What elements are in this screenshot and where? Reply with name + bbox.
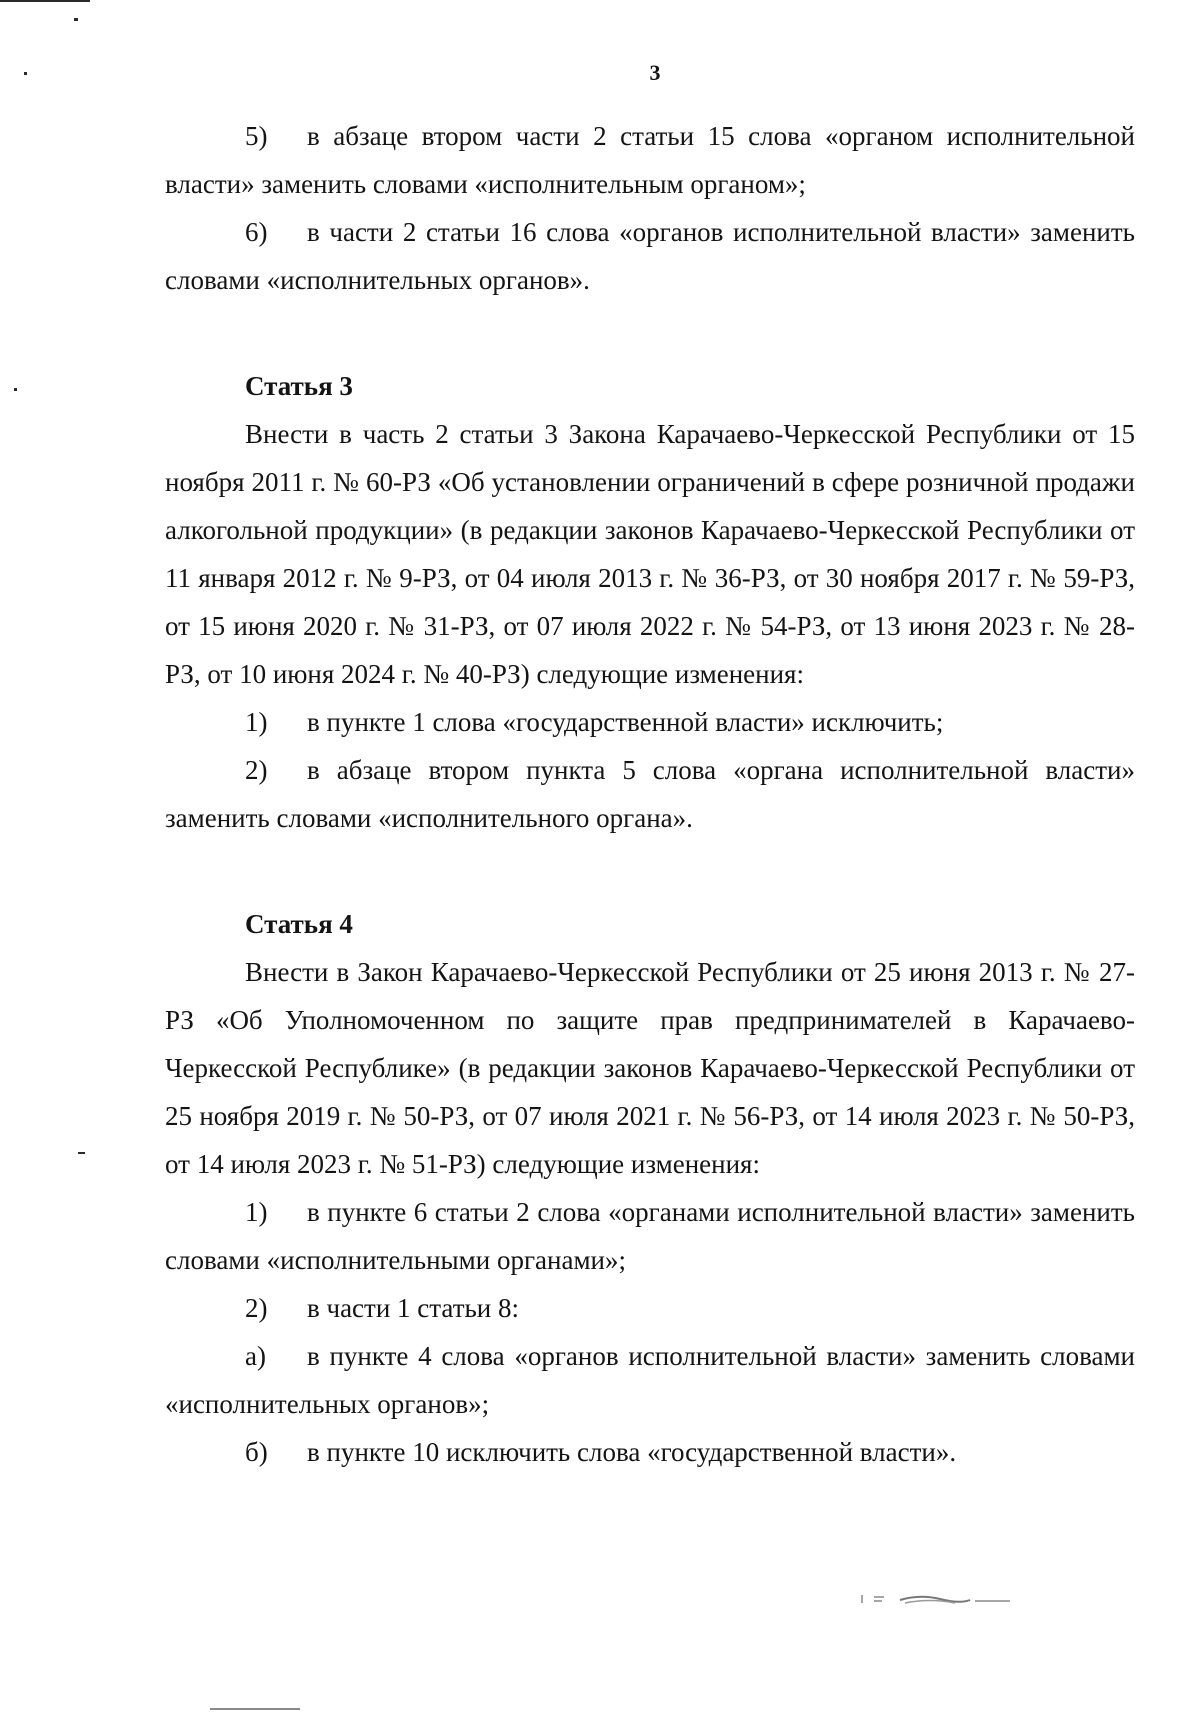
item-number: 6) [245,217,268,247]
scan-artifact-top-left [0,0,90,2]
item-text: в абзаце втором пункта 5 слова «органа исполнительной власти» заменить словами «исполнительного органа». [165,755,1135,833]
item-number: 5) [245,121,268,151]
article-4-title: Статья 4 [245,909,353,939]
list-item [165,1332,1135,1428]
list-item [165,1428,1135,1476]
scan-artifact-dash [78,1152,85,1154]
list-item [165,698,1135,746]
list-item [165,1284,1135,1332]
article-4-intro: Внести в Закон Карачаево-Черкесской Республики от 25 июня 2013 г. № 27-РЗ «Об Уполномоченном по защите прав предпринимателей в Карачаево-Черкесской Республике» (в редакции законов Карачаево-Черкесской Республики от 25 ноября 2019 г. № 50-РЗ, от 07 июля 2021 г. № 56-РЗ, от 14 июля 2023 г. № 50-РЗ, от 14 июля 2023 г. № 51-РЗ) следующие изменения: [165,957,1135,1179]
item-number: 2) [245,755,268,785]
article-3-title: Статья 3 [245,371,353,401]
item-text: в абзаце втором части 2 статьи 15 слова «органом исполнительной власти» заменить словами «исполнительным органом»; [165,121,1135,199]
item-text: в пункте 4 слова «органов исполнительной власти» заменить словами «исполнительных органов»; [165,1341,1135,1419]
item-text: в части 1 статьи 8: [307,1293,520,1323]
page-number: 3 [649,60,661,85]
document-body [165,112,1135,1476]
scan-smudge [860,1592,1020,1606]
item-number: а) [245,1341,266,1371]
item-text: в части 2 статьи 16 слова «органов исполнительной власти» заменить словами «исполнительных органов». [165,217,1135,295]
item-number: 2) [245,1293,268,1323]
list-item [165,112,1135,208]
list-item [165,208,1135,304]
list-item [165,746,1135,842]
item-number: 1) [245,707,268,737]
scan-artifact-dot [14,388,17,391]
list-item [165,1188,1135,1284]
item-text: в пункте 1 слова «государственной власти» исключить; [307,707,944,737]
item-number: 1) [245,1197,268,1227]
item-number: б) [245,1437,268,1467]
item-text: в пункте 6 статьи 2 слова «органами исполнительной власти» заменить словами «исполнительными органами»; [165,1197,1135,1275]
item-text: в пункте 10 исключить слова «государственной власти». [307,1437,957,1467]
scan-artifact-bottom [210,1708,300,1710]
article-3-intro: Внести в часть 2 статьи 3 Закона Карачаево-Черкесской Республики от 15 ноября 2011 г. № 60-РЗ «Об установлении ограничений в сфере розничной продажи алкогольной продукции» (в редакции законов Карачаево-Черкесской Республики от 11 января 2012 г. № 9-РЗ, от 04 июля 2013 г. № 36-РЗ, от 30 ноября 2017 г. № 59-РЗ, от 15 июня 2020 г. № 31-РЗ, от 07 июля 2022 г. № 54-РЗ, от 13 июня 2023 г. № 28-РЗ, от 10 июня 2024 г. № 40-РЗ) следующие изменения: [165,419,1135,689]
scan-artifact-dot [74,18,78,21]
